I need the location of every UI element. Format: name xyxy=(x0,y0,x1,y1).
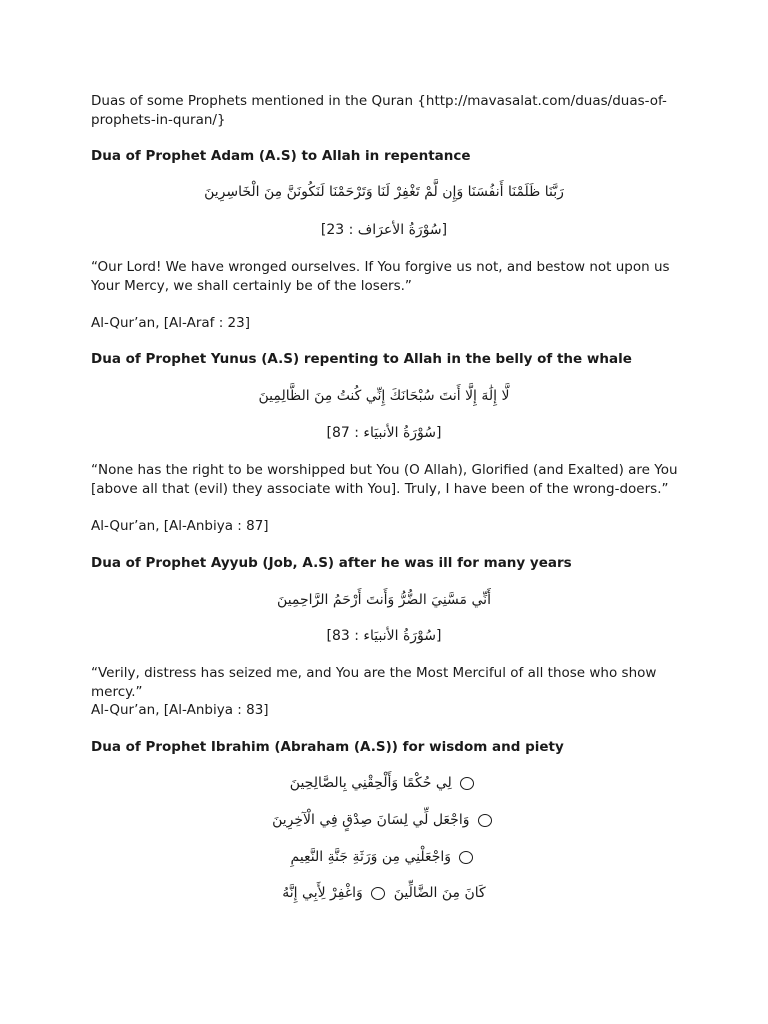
arabic-line-text: كَانَ مِنَ الضَّالِّينَ xyxy=(393,885,486,901)
arabic-line-text: لِي حُكْمًا وَأَلْحِقْنِي بِالصَّالِحِينَ xyxy=(289,775,452,791)
citation-yunus: Al-Qur’an, [Al-Anbiya : 87] xyxy=(91,518,269,534)
translation-yunus: “None has the right to be worshipped but You (O Allah), Glorified (and Exalted) are You [above all that (evil) they associate with You]. Truly, I have been of the wrong-doers.” xyxy=(91,462,678,497)
arabic-line-text: وَاغْفِرْ لِأَبِي إِنَّهُ xyxy=(282,885,363,901)
arabic-line-ibrahim-2 xyxy=(0,810,768,830)
intro-text: Duas of some Prophets mentioned in the Quran {http://mavasalat.com/duas/duas-of-prophets-in-quran/} xyxy=(91,93,667,128)
arabic-reference-ayyub: [سُوْرَةُ الأنبيَاء : 83] xyxy=(326,628,442,644)
citation-adam: Al-Qur’an, [Al-Araf : 23] xyxy=(91,315,251,331)
verse-end-marker-icon xyxy=(459,851,473,864)
section-heading-adam: Dua of Prophet Adam (A.S) to Allah in repentance xyxy=(91,148,471,164)
verse-end-marker-icon xyxy=(371,887,385,900)
arabic-line-ibrahim-3 xyxy=(0,847,768,867)
arabic-verse-yunus: لَّا إِلَٰهَ إِلَّا أَنتَ سُبْحَانَكَ إِنِّي كُنتُ مِنَ الظَّالِمِينَ xyxy=(258,388,510,404)
citation-ayyub: Al-Qur’an, [Al-Anbiya : 83] xyxy=(91,702,269,718)
arabic-line-ibrahim-1 xyxy=(0,773,768,793)
translation-ayyub: “Verily, distress has seized me, and You are the Most Merciful of all those who show mercy.” xyxy=(91,665,657,700)
arabic-reference-yunus: [سُوْرَةُ الأنبيَاء : 87] xyxy=(326,425,442,441)
arabic-verse-ayyub: أَنِّي مَسَّنِيَ الضُّرُّ وَأَنتَ أَرْحَمُ الرَّاحِمِينَ xyxy=(277,592,491,608)
arabic-line-text: وَاجْعَل لِّي لِسَانَ صِدْقٍ فِي الْآخِرِينَ xyxy=(272,812,470,828)
arabic-line-ibrahim-4 xyxy=(0,883,768,903)
verse-end-marker-icon xyxy=(478,814,492,827)
arabic-reference-adam: [سُوْرَةُ الأعرَاف : 23] xyxy=(320,222,448,238)
section-heading-ibrahim: Dua of Prophet Ibrahim (Abraham (A.S)) for wisdom and piety xyxy=(91,739,564,755)
arabic-verse-adam: رَبَّنَا ظَلَمْنَا أَنفُسَنَا وَإِن لَّمْ تَغْفِرْ لَنَا وَتَرْحَمْنَا لَنَكُونَنَّ مِنَ الْخَاسِرِينَ xyxy=(204,184,564,200)
arabic-line-text: وَاجْعَلْنِي مِن وَرَثَةِ جَنَّةِ النَّعِيمِ xyxy=(290,849,452,865)
verse-end-marker-icon xyxy=(460,777,474,790)
section-heading-ayyub: Dua of Prophet Ayyub (Job, A.S) after he was ill for many years xyxy=(91,555,572,571)
translation-adam: “Our Lord! We have wronged ourselves. If You forgive us not, and bestow not upon us Your Mercy, we shall certainly be of the losers.” xyxy=(91,259,670,294)
section-heading-yunus: Dua of Prophet Yunus (A.S) repenting to Allah in the belly of the whale xyxy=(91,351,632,367)
